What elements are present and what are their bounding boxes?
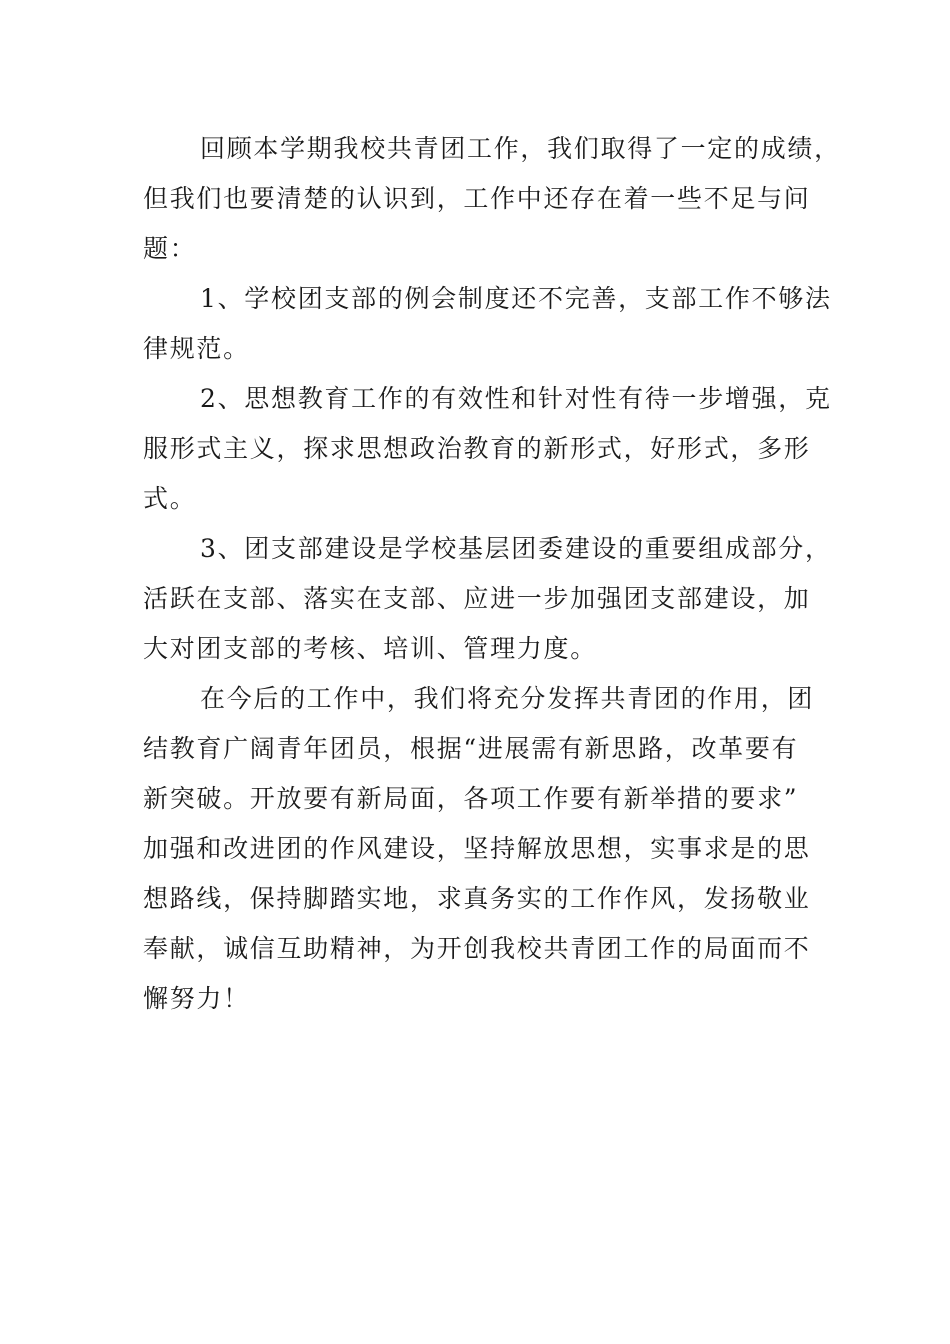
list-item-2-line-1: 2、思想教育工作的有效性和针对性有待一步增强，克: [200, 384, 832, 413]
list-item-3-line-2: 活跃在支部、落实在支部、应进一步加强团支部建设，加: [143, 584, 811, 613]
paragraph-2-line-1: 在今后的工作中，我们将充分发挥共青团的作用，团: [200, 684, 815, 713]
paragraph-2-line-6: 奉献，诚信互助精神，为开创我校共青团工作的局面而不: [143, 934, 811, 963]
paragraph-2-line-3: 新突破。开放要有新局面，各项工作要有新举措的要求”: [143, 784, 799, 813]
paragraph-1-line-1: 回顾本学期我校共青团工作，我们取得了一定的成绩，: [200, 134, 841, 163]
paragraph-1-line-2: 但我们也要清楚的认识到，工作中还存在着一些不足与问: [143, 184, 811, 213]
list-item-3-line-3: 大对团支部的考核、培训、管理力度。: [143, 634, 597, 663]
paragraph-2-line-5: 想路线，保持脚踏实地，求真务实的工作作风，发扬敬业: [143, 884, 811, 913]
paragraph-2-line-4: 加强和改进团的作风建设，坚持解放思想，实事求是的思: [143, 834, 811, 863]
list-item-2-line-3: 式。: [143, 484, 197, 513]
document-body: [143, 124, 841, 1024]
list-item-3-line-1: 3、团支部建设是学校基层团委建设的重要组成部分，: [200, 534, 832, 563]
paragraph-2-line-2: 结教育广阔青年团员，根据“进展需有新思路，改革要有: [143, 734, 799, 763]
paragraph-1-line-3: 题：: [143, 234, 197, 263]
list-item-2-line-2: 服形式主义，探求思想政治教育的新形式，好形式，多形: [143, 434, 811, 463]
list-item-1-line-1: 1、学校团支部的例会制度还不完善，支部工作不够法: [200, 284, 832, 313]
paragraph-2-line-7: 懈努力！: [143, 984, 250, 1013]
list-item-1-line-2: 律规范。: [143, 334, 250, 363]
